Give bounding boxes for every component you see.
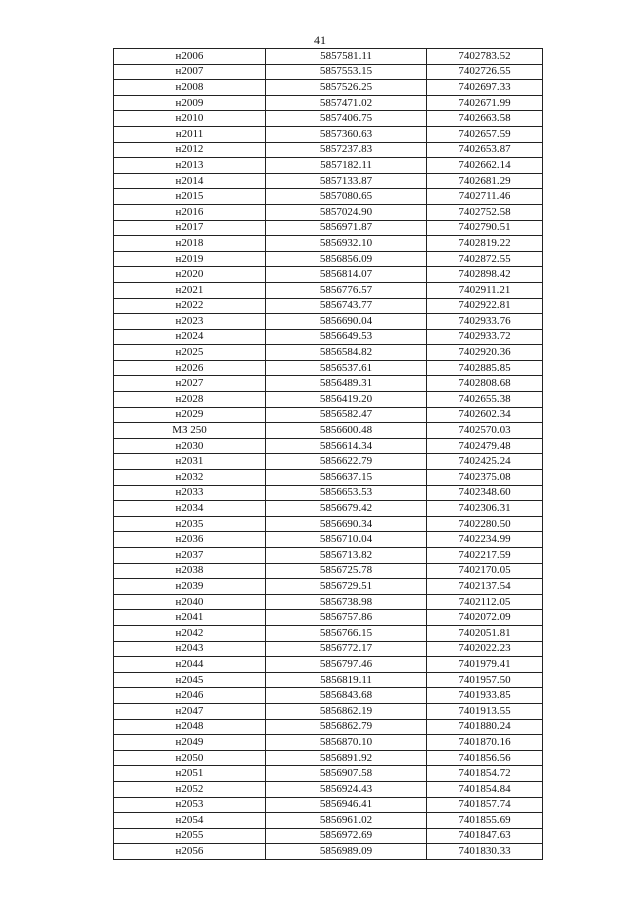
y-coordinate-cell: 7402662.14 [427,158,543,174]
x-coordinate-cell: 5857581.11 [266,49,427,65]
point-name-cell: н2023 [114,314,266,330]
y-coordinate-cell: 7402697.33 [427,80,543,96]
x-coordinate-cell: 5856797.46 [266,657,427,673]
table-row [114,173,543,189]
point-name-cell: н2029 [114,407,266,423]
point-name-cell: н2052 [114,781,266,797]
coordinates-table-body [114,49,543,860]
table-row [114,766,543,782]
x-coordinate-cell: 5856819.11 [266,672,427,688]
x-coordinate-cell: 5857237.83 [266,142,427,158]
point-name-cell: МЗ 250 [114,423,266,439]
y-coordinate-cell: 7402112.05 [427,594,543,610]
y-coordinate-cell: 7402022.23 [427,641,543,657]
table-row [114,563,543,579]
point-name-cell: н2008 [114,80,266,96]
table-row [114,329,543,345]
y-coordinate-cell: 7401979.41 [427,657,543,673]
point-name-cell: н2048 [114,719,266,735]
table-row [114,49,543,65]
y-coordinate-cell: 7402885.85 [427,360,543,376]
y-coordinate-cell: 7402051.81 [427,625,543,641]
x-coordinate-cell: 5856489.31 [266,376,427,392]
y-coordinate-cell: 7402570.03 [427,423,543,439]
x-coordinate-cell: 5856653.53 [266,485,427,501]
y-coordinate-cell: 7401913.55 [427,703,543,719]
table-row [114,438,543,454]
table-row [114,641,543,657]
point-name-cell: н2018 [114,236,266,252]
page-number: 41 [314,33,326,47]
point-name-cell: н2006 [114,49,266,65]
point-name-cell: н2019 [114,251,266,267]
x-coordinate-cell: 5856862.19 [266,703,427,719]
y-coordinate-cell: 7401870.16 [427,735,543,751]
table-row [114,828,543,844]
y-coordinate-cell: 7402819.22 [427,236,543,252]
y-coordinate-cell: 7401854.72 [427,766,543,782]
y-coordinate-cell: 7402783.52 [427,49,543,65]
table-row [114,579,543,595]
y-coordinate-cell: 7401933.85 [427,688,543,704]
x-coordinate-cell: 5856971.87 [266,220,427,236]
x-coordinate-cell: 5856419.20 [266,392,427,408]
point-name-cell: н2024 [114,329,266,345]
table-row [114,111,543,127]
point-name-cell: н2043 [114,641,266,657]
x-coordinate-cell: 5857024.90 [266,204,427,220]
table-row [114,142,543,158]
point-name-cell: н2036 [114,532,266,548]
x-coordinate-cell: 5856989.09 [266,844,427,860]
table-row [114,360,543,376]
y-coordinate-cell: 7402790.51 [427,220,543,236]
point-name-cell: н2016 [114,204,266,220]
x-coordinate-cell: 5856814.07 [266,267,427,283]
x-coordinate-cell: 5856766.15 [266,625,427,641]
x-coordinate-cell: 5857471.02 [266,95,427,111]
x-coordinate-cell: 5856729.51 [266,579,427,595]
point-name-cell: н2053 [114,797,266,813]
point-name-cell: н2056 [114,844,266,860]
table-row [114,314,543,330]
point-name-cell: н2055 [114,828,266,844]
table-row [114,251,543,267]
table-row [114,594,543,610]
table-row [114,189,543,205]
x-coordinate-cell: 5856690.34 [266,516,427,532]
x-coordinate-cell: 5856924.43 [266,781,427,797]
x-coordinate-cell: 5857553.15 [266,64,427,80]
x-coordinate-cell: 5856932.10 [266,236,427,252]
x-coordinate-cell: 5856614.34 [266,438,427,454]
x-coordinate-cell: 5856743.77 [266,298,427,314]
x-coordinate-cell: 5856537.61 [266,360,427,376]
y-coordinate-cell: 7401880.24 [427,719,543,735]
table-row [114,813,543,829]
y-coordinate-cell: 7402375.08 [427,470,543,486]
x-coordinate-cell: 5857182.11 [266,158,427,174]
x-coordinate-cell: 5857080.65 [266,189,427,205]
x-coordinate-cell: 5856843.68 [266,688,427,704]
table-row [114,548,543,564]
x-coordinate-cell: 5857526.25 [266,80,427,96]
x-coordinate-cell: 5856776.57 [266,282,427,298]
table-row [114,750,543,766]
table-row [114,657,543,673]
point-name-cell: н2044 [114,657,266,673]
point-name-cell: н2031 [114,454,266,470]
x-coordinate-cell: 5856772.17 [266,641,427,657]
point-name-cell: н2007 [114,64,266,80]
point-name-cell: н2020 [114,267,266,283]
y-coordinate-cell: 7401856.56 [427,750,543,766]
point-name-cell: н2011 [114,126,266,142]
point-name-cell: н2049 [114,735,266,751]
point-name-cell: н2046 [114,688,266,704]
point-name-cell: н2035 [114,516,266,532]
x-coordinate-cell: 5857406.75 [266,111,427,127]
table-row [114,158,543,174]
x-coordinate-cell: 5856710.04 [266,532,427,548]
y-coordinate-cell: 7401830.33 [427,844,543,860]
table-row [114,407,543,423]
y-coordinate-cell: 7402671.99 [427,95,543,111]
coordinates-table [113,48,543,860]
point-name-cell: н2039 [114,579,266,595]
point-name-cell: н2010 [114,111,266,127]
point-name-cell: н2030 [114,438,266,454]
table-row [114,532,543,548]
x-coordinate-cell: 5856757.86 [266,610,427,626]
y-coordinate-cell: 7402280.50 [427,516,543,532]
y-coordinate-cell: 7402655.38 [427,392,543,408]
y-coordinate-cell: 7402726.55 [427,64,543,80]
table-row [114,672,543,688]
point-name-cell: н2013 [114,158,266,174]
table-row [114,423,543,439]
point-name-cell: н2047 [114,703,266,719]
table-row [114,95,543,111]
point-name-cell: н2025 [114,345,266,361]
point-name-cell: н2026 [114,360,266,376]
point-name-cell: н2017 [114,220,266,236]
table-row [114,719,543,735]
table-row [114,282,543,298]
y-coordinate-cell: 7402933.76 [427,314,543,330]
table-row [114,625,543,641]
y-coordinate-cell: 7401857.74 [427,797,543,813]
point-name-cell: н2041 [114,610,266,626]
x-coordinate-cell: 5857360.63 [266,126,427,142]
table-row [114,470,543,486]
table-row [114,80,543,96]
point-name-cell: н2034 [114,501,266,517]
point-name-cell: н2021 [114,282,266,298]
y-coordinate-cell: 7402602.34 [427,407,543,423]
y-coordinate-cell: 7402933.72 [427,329,543,345]
point-name-cell: н2038 [114,563,266,579]
y-coordinate-cell: 7402920.36 [427,345,543,361]
table-row [114,485,543,501]
y-coordinate-cell: 7402425.24 [427,454,543,470]
x-coordinate-cell: 5856891.92 [266,750,427,766]
table-row [114,844,543,860]
table-row [114,781,543,797]
table-row [114,703,543,719]
x-coordinate-cell: 5856862.79 [266,719,427,735]
y-coordinate-cell: 7402681.29 [427,173,543,189]
x-coordinate-cell: 5856738.98 [266,594,427,610]
x-coordinate-cell: 5857133.87 [266,173,427,189]
point-name-cell: н2028 [114,392,266,408]
y-coordinate-cell: 7401957.50 [427,672,543,688]
table-row [114,204,543,220]
table-row [114,797,543,813]
point-name-cell: н2037 [114,548,266,564]
point-name-cell: н2012 [114,142,266,158]
table-row [114,220,543,236]
y-coordinate-cell: 7402663.58 [427,111,543,127]
y-coordinate-cell: 7402653.87 [427,142,543,158]
table-row [114,236,543,252]
y-coordinate-cell: 7401847.63 [427,828,543,844]
point-name-cell: н2045 [114,672,266,688]
table-row [114,64,543,80]
table-row [114,392,543,408]
x-coordinate-cell: 5856622.79 [266,454,427,470]
point-name-cell: н2022 [114,298,266,314]
y-coordinate-cell: 7402234.99 [427,532,543,548]
table-row [114,735,543,751]
point-name-cell: н2032 [114,470,266,486]
x-coordinate-cell: 5856907.58 [266,766,427,782]
x-coordinate-cell: 5856637.15 [266,470,427,486]
point-name-cell: н2050 [114,750,266,766]
point-name-cell: н2051 [114,766,266,782]
y-coordinate-cell: 7402072.09 [427,610,543,626]
table-row [114,688,543,704]
x-coordinate-cell: 5856972.69 [266,828,427,844]
y-coordinate-cell: 7401855.69 [427,813,543,829]
point-name-cell: н2042 [114,625,266,641]
x-coordinate-cell: 5856649.53 [266,329,427,345]
point-name-cell: н2054 [114,813,266,829]
table-row [114,126,543,142]
y-coordinate-cell: 7402808.68 [427,376,543,392]
y-coordinate-cell: 7402711.46 [427,189,543,205]
x-coordinate-cell: 5856582.47 [266,407,427,423]
point-name-cell: н2040 [114,594,266,610]
x-coordinate-cell: 5856600.48 [266,423,427,439]
y-coordinate-cell: 7402170.05 [427,563,543,579]
y-coordinate-cell: 7402217.59 [427,548,543,564]
point-name-cell: н2009 [114,95,266,111]
y-coordinate-cell: 7402898.42 [427,267,543,283]
x-coordinate-cell: 5856946.41 [266,797,427,813]
x-coordinate-cell: 5856725.78 [266,563,427,579]
y-coordinate-cell: 7402752.58 [427,204,543,220]
table-row [114,267,543,283]
point-name-cell: н2033 [114,485,266,501]
y-coordinate-cell: 7402479.48 [427,438,543,454]
point-name-cell: н2014 [114,173,266,189]
y-coordinate-cell: 7401854.84 [427,781,543,797]
y-coordinate-cell: 7402306.31 [427,501,543,517]
y-coordinate-cell: 7402911.21 [427,282,543,298]
table-row [114,454,543,470]
table-row [114,610,543,626]
table-row [114,501,543,517]
table-row [114,516,543,532]
y-coordinate-cell: 7402348.60 [427,485,543,501]
y-coordinate-cell: 7402922.81 [427,298,543,314]
x-coordinate-cell: 5856713.82 [266,548,427,564]
x-coordinate-cell: 5856690.04 [266,314,427,330]
y-coordinate-cell: 7402657.59 [427,126,543,142]
table-row [114,376,543,392]
x-coordinate-cell: 5856856.09 [266,251,427,267]
x-coordinate-cell: 5856584.82 [266,345,427,361]
x-coordinate-cell: 5856870.10 [266,735,427,751]
point-name-cell: н2015 [114,189,266,205]
table-row [114,345,543,361]
y-coordinate-cell: 7402872.55 [427,251,543,267]
y-coordinate-cell: 7402137.54 [427,579,543,595]
point-name-cell: н2027 [114,376,266,392]
x-coordinate-cell: 5856961.02 [266,813,427,829]
x-coordinate-cell: 5856679.42 [266,501,427,517]
table-row [114,298,543,314]
